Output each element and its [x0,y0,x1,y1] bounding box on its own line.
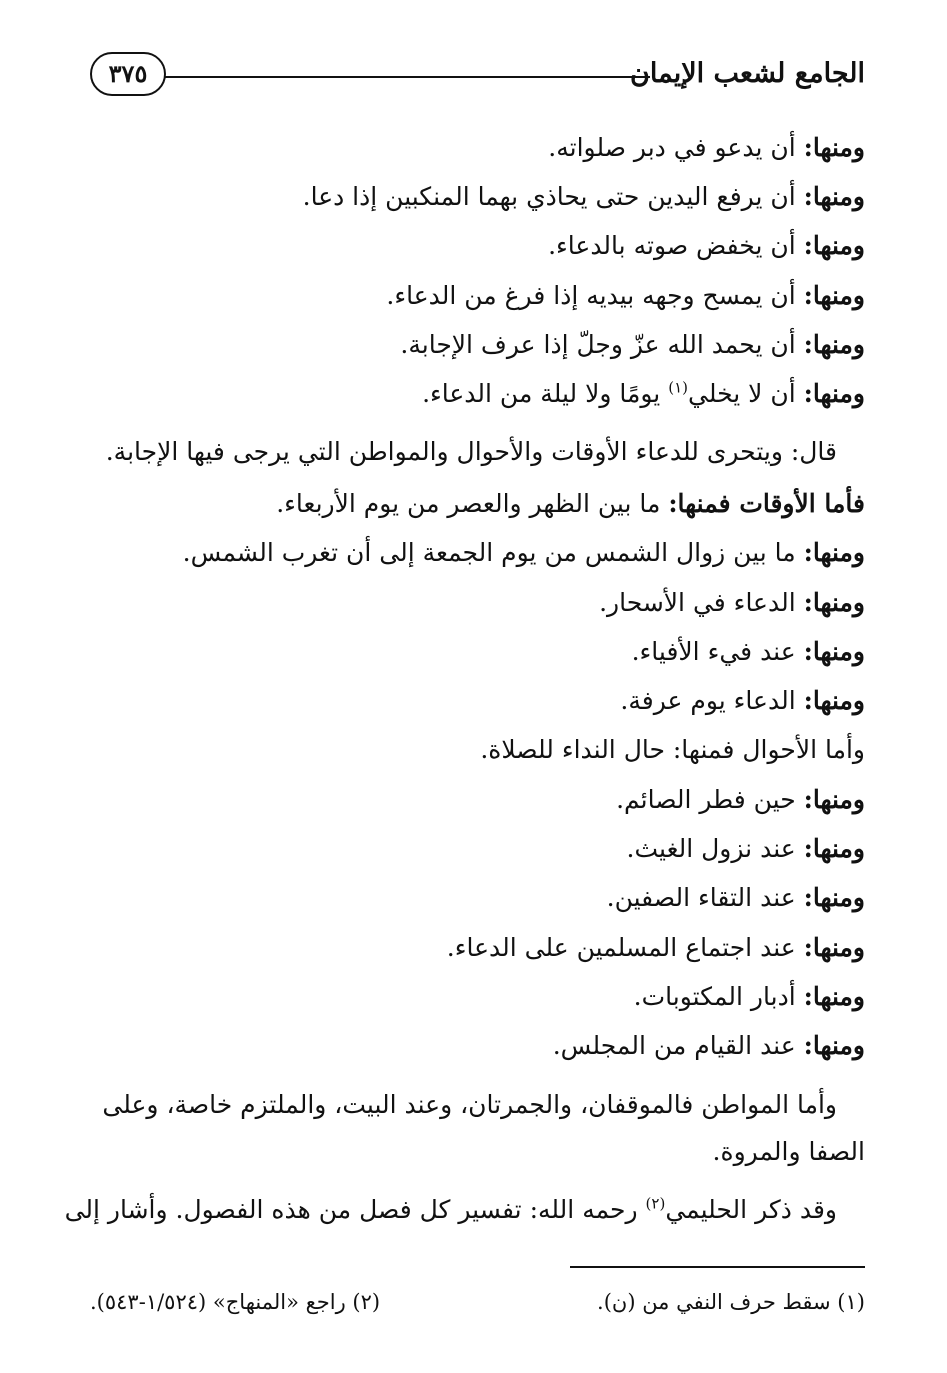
line-text: وأما الأحوال فمنها: حال النداء للصلاة. [480,735,865,764]
text-line [85,128,865,168]
text-line [85,1085,837,1125]
line-text: حين فطر الصائم. [616,785,804,814]
line-lead: ومنها: [803,686,865,715]
text-line [85,829,865,869]
line-text: رحمه الله: تفسير كل فصل من هذه الفصول. وأشار إلى [64,1195,646,1224]
line-lead: ومنها: [803,933,865,962]
line-text: الدعاء يوم عرفة. [620,686,804,715]
line-text: وأما المواطن فالموقفان، والجمرتان، وعند البيت، والملتزم خاصة، وعلى [102,1090,837,1119]
page-number: ٣٧٥ [90,52,166,96]
footnote-1: (١) سقط حرف النفي من (ن). [597,1290,865,1314]
line-text: عند فيء الأفياء. [631,637,804,666]
line-text: عند اجتماع المسلمين على الدعاء. [446,933,804,962]
text-line [85,730,865,770]
text-line [85,1026,865,1066]
line-text: الصفا والمروة. [712,1137,865,1166]
text-line [85,681,865,721]
text-line [85,177,865,217]
text-line [85,632,865,672]
line-lead: ومنها: [803,834,865,863]
text-line [85,928,865,968]
header-title: الجامع لشعب الإيمان [630,58,865,89]
header-rule [165,76,650,78]
line-lead: ومنها: [803,982,865,1011]
line-text: أن يخفض صوته بالدعاء. [548,231,804,260]
text-line [85,780,865,820]
footnote-rule [570,1266,865,1268]
line-text: الدعاء في الأسحار. [599,588,804,617]
line-lead: ومنها: [803,588,865,617]
line-lead: ومنها: [803,231,865,260]
line-lead: فأما الأوقات فمنها: [668,489,865,518]
line-lead: ومنها: [803,637,865,666]
line-text: وقد ذكر الحليمي [665,1195,837,1224]
text-line [85,432,837,472]
line-text: أن لا يخلي [687,379,804,408]
text-line [85,878,865,918]
text-line [85,1132,865,1172]
line-lead: ومنها: [803,883,865,912]
line-lead: ومنها: [803,1031,865,1060]
line-text: أدبار المكتوبات. [633,982,804,1011]
line-lead: ومنها: [803,538,865,567]
line-text: عند القيام من المجلس. [552,1031,804,1060]
line-lead: ومنها: [803,379,865,408]
footnote-ref: (٢) [645,1194,666,1213]
line-text: أن يدعو في دبر صلواته. [548,133,804,162]
text-line [85,977,865,1017]
line-text: ما بين زوال الشمس من يوم الجمعة إلى أن تغرب الشمس. [182,538,804,567]
footnote-2: (٢) راجع «المنهاج» (١/٥٢٤-٥٤٣). [90,1290,381,1314]
line-text: أن يحمد الله عزّ وجلّ إذا عرف الإجابة. [400,330,804,359]
line-lead: ومنها: [803,133,865,162]
running-header [90,52,865,102]
text-line [85,276,865,316]
line-text: ما بين الظهر والعصر من يوم الأربعاء. [276,489,669,518]
line-text: قال: ويتحرى للدعاء الأوقات والأحوال والمواطن التي يرجى فيها الإجابة. [105,437,837,466]
text-line [85,226,865,266]
line-text: أن يرفع اليدين حتى يحاذي بهما المنكبين إذا دعا. [302,182,804,211]
text-line [85,583,865,623]
line-text: يومًا ولا ليلة من الدعاء. [422,379,669,408]
text-line [85,325,865,365]
line-text: أن يمسح وجهه بيديه إذا فرغ من الدعاء. [386,281,804,310]
footnote-ref: (١) [668,378,688,397]
line-text: عند التقاء الصفين. [606,883,804,912]
line-lead: ومنها: [803,330,865,359]
line-lead: ومنها: [803,785,865,814]
line-lead: ومنها: [803,281,865,310]
text-line [64,1190,837,1230]
line-text: عند نزول الغيث. [626,834,804,863]
line-lead: ومنها: [803,182,865,211]
text-line [85,374,865,414]
text-line [85,533,865,573]
text-line [85,484,865,524]
